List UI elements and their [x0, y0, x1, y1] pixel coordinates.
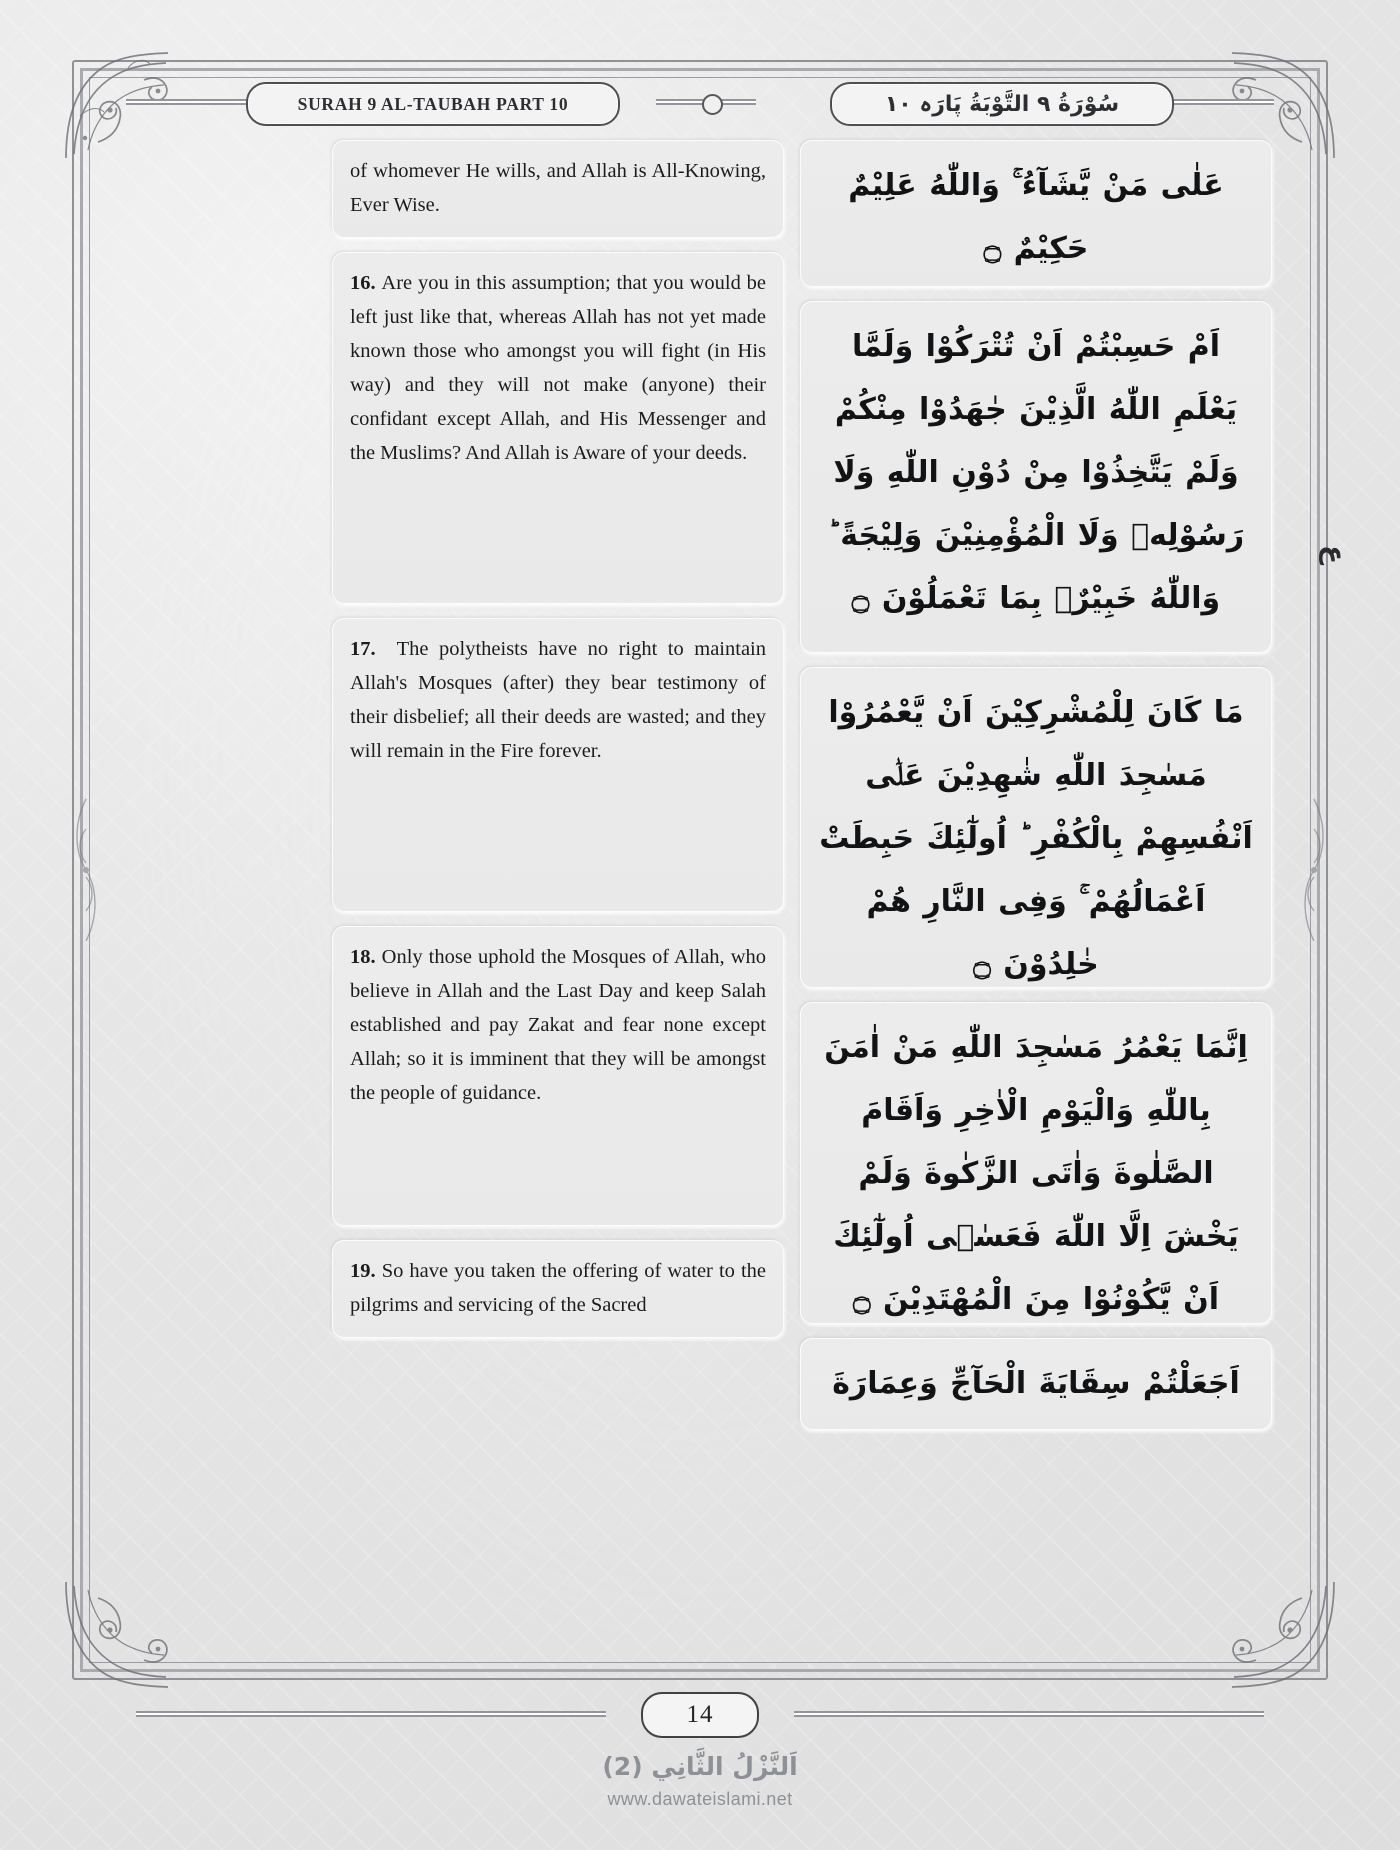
verse-card-english — [332, 1240, 784, 1338]
verse-english-body: of whomever He wills, and Allah is All-Knowing, Ever Wise. — [350, 160, 766, 216]
verse-card-english — [332, 252, 784, 604]
verse-number: 19. — [350, 1260, 376, 1282]
verse-number: 16. — [350, 272, 376, 294]
surah-title-arabic: سُوْرَةُ ٩ التَّوْبَةُ پَارَہ ١٠ — [884, 91, 1120, 117]
verse-card-english — [332, 926, 784, 1226]
verse-english-body: The polytheists have no right to maintain Allah's Mosques (after) they bear testimony of their disbelief; all their deeds are wasted; and they will remain in the Fire forever. — [350, 638, 766, 762]
verse-arabic-text: اِنَّمَا يَعْمُرُ مَسٰجِدَ اللّٰهِ مَنْ اٰمَنَ بِاللّٰهِ وَالْيَوْمِ الْاٰخِرِ وَاَقَامَ الصَّلٰوةَ وَاٰتَى الزَّكٰوةَ وَلَمْ يَخْشَ اِلَّا اللّٰهَ فَعَسٰۤى اُولٰٓئِكَ اَنْ يَّكُوْنُوْا مِنَ الْمُهْتَدِيْنَ ۝ — [824, 1030, 1248, 1318]
header-rule-left — [126, 99, 266, 105]
page-footer — [96, 1690, 1304, 1740]
verse-english-text — [350, 940, 766, 1110]
corner-flourish-icon — [1224, 1576, 1342, 1694]
verse-english-body: So have you taken the offering of water to the pilgrims and servicing of the Sacred — [350, 1260, 766, 1316]
verse-arabic-text: عَلٰى مَنْ يَّشَآءُ ۚ وَاللّٰهُ عَلِيْمٌ حَكِيْمٌ ۝ — [848, 168, 1224, 266]
verse-card-arabic — [800, 1002, 1272, 1324]
verse-card-english — [332, 140, 784, 238]
footer-arabic-label: اَلنَّزْلُ الثَّانِي (2) — [602, 1752, 798, 1781]
footer-website[interactable]: www.dawateislami.net — [607, 1789, 793, 1809]
page-header — [96, 78, 1304, 124]
verse-arabic-text: اَجَعَلْتُمْ سِقَايَةَ الْحَآجِّ وَعِمَارَةَ — [832, 1366, 1240, 1402]
footer-credits — [0, 1752, 1400, 1810]
verse-card-english — [332, 618, 784, 912]
verse-english-body: Are you in this assumption; that you would be left just like that, whereas Allah has not yet made known those who amongst you will fight (in His way) and they will not make (anyone) their confidant except Allah, and His Messenger and the Muslims? And Allah is Aware of your deeds. — [350, 272, 766, 464]
verse-english-body: Only those uphold the Mosques of Allah, who believe in Allah and the Last Day and keep Salah established and pay Zakat and fear none except Allah; so it is imminent that they will be amongst the people of guidance. — [350, 946, 767, 1104]
verse-arabic-text: مَا كَانَ لِلْمُشْرِكِيْنَ اَنْ يَّعْمُرُوْا مَسٰجِدَ اللّٰهِ شٰهِدِيْنَ عَلٰۤى اَنْفُسِهِمْ بِالْكُفْرِ ؕ اُولٰٓئِكَ حَبِطَتْ اَعْمَالُهُمْ ۚ وَفِى النَّارِ هُمْ خٰلِدُوْنَ ۝ — [819, 694, 1253, 982]
verse-card-arabic — [800, 1338, 1272, 1430]
page-number-cartouche — [641, 1692, 759, 1738]
verse-card-arabic — [800, 140, 1272, 287]
verse-number: 17. — [350, 638, 376, 660]
verse-card-arabic — [800, 301, 1272, 653]
page-number: 14 — [686, 1701, 714, 1728]
header-dot-ornament — [702, 94, 723, 115]
side-flourish-icon — [1294, 795, 1334, 945]
surah-title-english-cartouche — [246, 82, 620, 126]
verse-english-text — [350, 266, 766, 470]
verse-english-text — [350, 154, 766, 222]
verse-number: 18. — [350, 946, 376, 968]
verse-english-text — [350, 632, 766, 768]
ruku-marker: ع — [1319, 545, 1352, 565]
side-flourish-icon — [66, 795, 106, 945]
corner-flourish-icon — [58, 1576, 176, 1694]
arabic-column — [800, 140, 1272, 1430]
surah-title-arabic-cartouche — [830, 82, 1174, 126]
verse-english-text — [350, 1254, 766, 1322]
verse-card-arabic — [800, 667, 1272, 989]
surah-title-english: SURAH 9 AL-TAUBAH PART 10 — [297, 93, 569, 114]
footer-rule-left — [136, 1711, 606, 1717]
english-column — [332, 140, 784, 1430]
verse-arabic-text: اَمْ حَسِبْتُمْ اَنْ تُتْرَكُوْا وَلَمَّا يَعْلَمِ اللّٰهُ الَّذِيْنَ جٰهَدُوْا مِنْكُمْ وَلَمْ يَتَّخِذُوْا مِنْ دُوْنِ اللّٰهِ وَلَا رَسُوْلِهٖ وَلَا الْمُؤْمِنِيْنَ وَلِيْجَةً ؕ وَاللّٰهُ خَبِيْرٌۢ بِمَا تَعْمَلُوْنَ ۝ — [827, 328, 1245, 616]
footer-rule-right — [794, 1711, 1264, 1717]
verse-columns — [132, 140, 1272, 1430]
